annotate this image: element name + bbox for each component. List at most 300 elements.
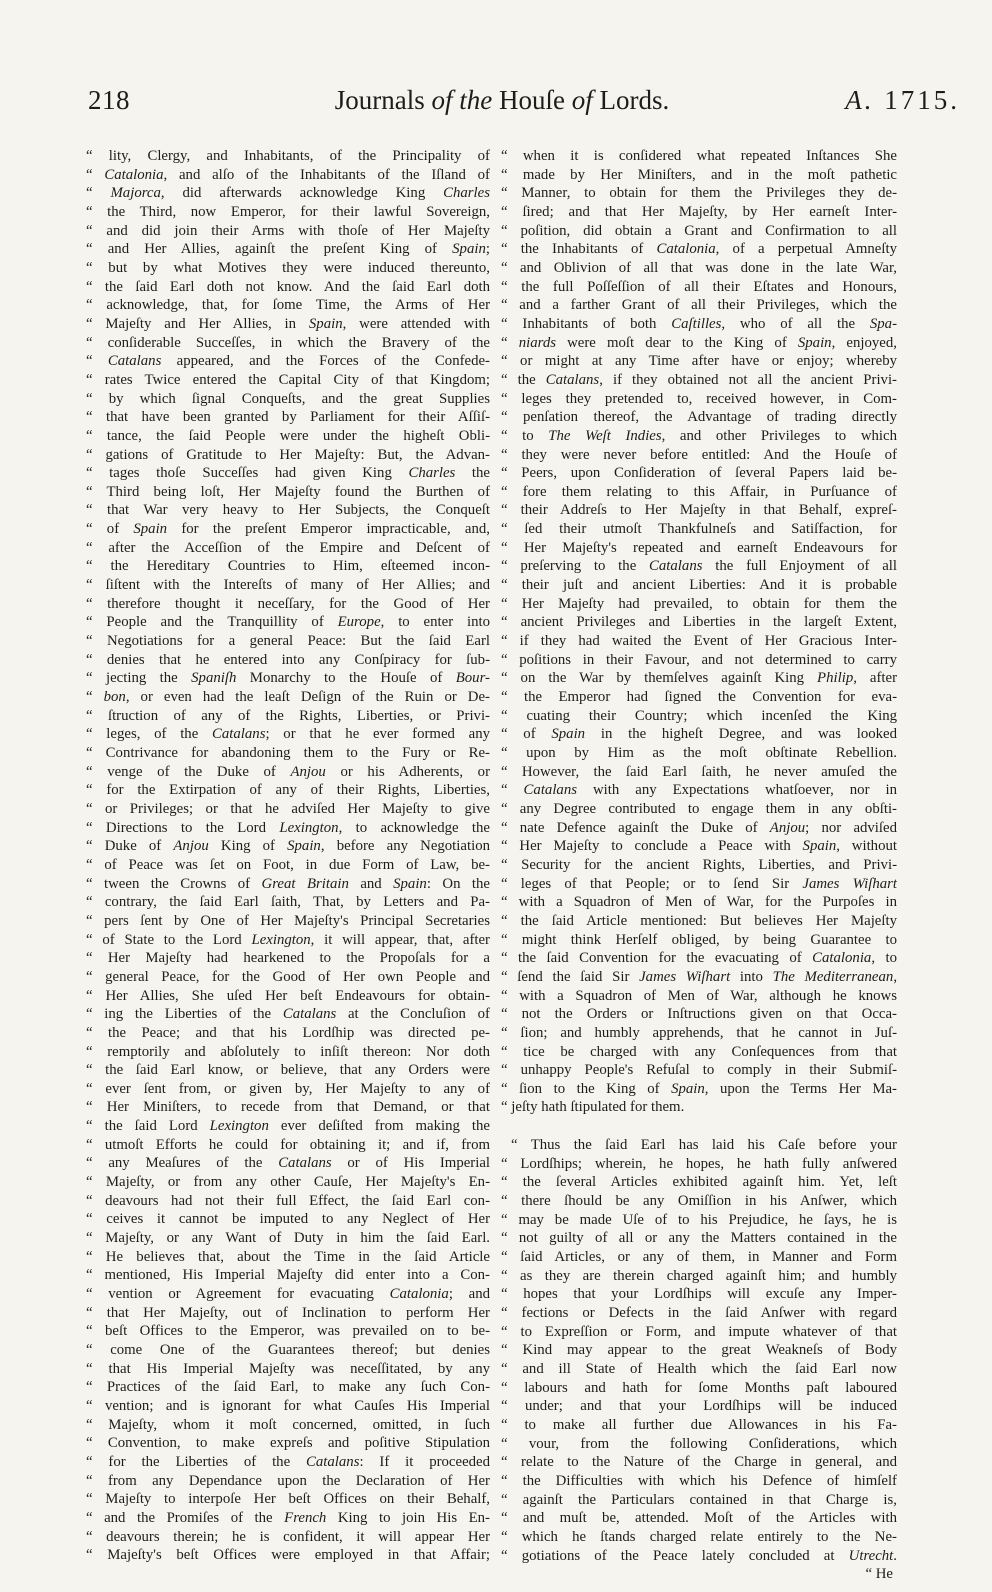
text-line <box>86 371 490 390</box>
text-line <box>86 1098 490 1117</box>
text-run: “ ceives it cannot be imputed to any Neglect of Her <box>86 1211 490 1228</box>
text-line <box>86 1248 490 1267</box>
text-line <box>86 203 490 222</box>
text-run: “ or might at any Time after have or enjoy; whereby <box>501 353 897 370</box>
text-line <box>501 1509 897 1528</box>
text-line <box>86 707 490 726</box>
text-line <box>86 296 490 315</box>
text-run: the full Enjoyment of all <box>702 558 897 575</box>
text-run: , and alſo of the Inhabitants of the Iſland of <box>163 166 490 183</box>
text-run: “ the Inhabitants of <box>501 241 657 258</box>
text-run: “ Convention, to make expreſs and poſitive Stipulation <box>86 1435 490 1452</box>
text-run: “ tages thoſe Succeſſes had given King <box>86 465 409 482</box>
text-run: “ pers ſent by One of Her Majeſty's Principal Secretaries <box>86 912 490 929</box>
text-run: “ but by what Motives they were induced thereunto, <box>86 259 490 276</box>
text-run: “ utmoſt Efforts he could for obtaining it; and if, from <box>86 1136 490 1153</box>
text-run: , without <box>836 838 897 855</box>
text-line <box>501 912 897 931</box>
text-line <box>86 147 490 166</box>
text-run: , before any Negotiation <box>320 838 490 855</box>
text-line <box>86 744 490 763</box>
text-run: “ However, the ſaid Earl ſaith, he never amuſed the <box>501 763 897 780</box>
text-line <box>501 576 897 595</box>
text-line <box>501 1267 897 1286</box>
text-run: “ Duke of <box>86 838 174 855</box>
text-line <box>501 968 897 987</box>
text-line <box>86 1453 490 1472</box>
text-run: , or even had the leaſt Deſign of the Ruin or De- <box>125 689 490 706</box>
italic-text: Spain <box>802 838 837 855</box>
text-line <box>501 1024 897 1043</box>
text-run: “ that His Imperial Majeſty was neceſſitated, by any <box>86 1360 490 1377</box>
text-run: “ contrary, the ſaid Earl ſaith, That, by Letters and Pa- <box>86 894 490 911</box>
text-line <box>501 1491 897 1510</box>
italic-text: Catalonia <box>656 241 716 258</box>
text-run: “ gotiations of the Peace lately concluded at <box>501 1547 849 1564</box>
text-run: “ hopes that your Lordſhips will excuſe any Imper- <box>501 1286 897 1303</box>
text-run: “ leges of that People; or to ſend Sir <box>501 875 803 892</box>
text-line <box>501 800 897 819</box>
paragraph <box>501 147 897 1117</box>
text-run: “ ſion; and humbly apprehends, that he cannot in Juſ- <box>501 1024 897 1041</box>
text-run: “ their Addreſs to Her Majeſty in that Behalf, expreſ- <box>501 502 897 519</box>
text-run: “ ever ſent from, or given by, Her Majeſty to any of <box>86 1080 490 1097</box>
text-line <box>86 166 490 185</box>
text-line <box>501 1360 897 1379</box>
text-run: “ come One of the Guarantees thereof; but denies <box>86 1342 490 1358</box>
italic-text: Catalans <box>649 558 703 575</box>
text-line <box>501 501 897 520</box>
text-run: “ Thus the ſaid Earl has laid his Caſe before your <box>511 1137 897 1154</box>
text-run: Lords. <box>592 85 670 115</box>
text-line <box>501 1547 897 1566</box>
text-line <box>86 800 490 819</box>
text-line <box>86 1285 490 1304</box>
text-run: “ <box>86 166 105 183</box>
text-line <box>501 1435 897 1454</box>
text-run: “ the Peace; and that his Lordſhip was directed pe- <box>86 1024 490 1041</box>
text-line <box>501 1229 897 1248</box>
italic-text: Catalonia <box>104 166 164 183</box>
italic-text: Lexington <box>279 819 339 836</box>
text-run: “ and muſt be, attended. Moſt of the Articles with <box>501 1510 897 1527</box>
text-run: , and other Privileges to which <box>661 427 897 444</box>
italic-text: Bour- <box>455 670 490 687</box>
italic-text: Spain <box>671 1080 705 1097</box>
text-run: “ Kind may appear to the great Weakneſs of Body <box>501 1342 897 1359</box>
text-line <box>86 408 490 427</box>
text-run: “ that Her Majeſty, out of Inclination to perform Her <box>86 1304 490 1321</box>
text-line <box>501 1098 897 1117</box>
text-run: “ with a Squadron of Men of War, for the Purpoſes in <box>501 894 897 911</box>
italic-text: Lexington <box>209 1118 269 1135</box>
text-run: “ and did join their Arms with thoſe of Her Majeſty <box>86 222 490 239</box>
catchword: “ He <box>865 1566 893 1583</box>
right-column-paragraphs <box>501 147 897 1565</box>
text-line <box>86 520 490 539</box>
text-line <box>86 632 490 651</box>
text-line <box>86 949 490 968</box>
text-run: “ <box>501 334 519 351</box>
text-run: “ relate to the Nature of the Charge in general, and <box>501 1454 897 1471</box>
text-run: , who of all the <box>721 315 870 332</box>
text-line <box>501 334 897 353</box>
text-run: or of His Imperial <box>331 1155 490 1172</box>
text-run: “ leges they pretended to, received however, in Com- <box>501 390 897 407</box>
text-run: “ beſt Offices to the Emperor, was prevailed on to be- <box>86 1323 490 1340</box>
text-line <box>501 1323 897 1342</box>
text-run: were moſt dear to the King of <box>555 334 798 351</box>
text-run: “ Practices of the ſaid Earl, to make any ſuch Con- <box>86 1379 490 1396</box>
text-line <box>86 259 490 278</box>
text-run: “ tice be charged with any Conſequences from that <box>501 1043 897 1060</box>
text-run: “ with a Squadron of Men of War, although he knows <box>501 987 897 1004</box>
text-run: “ labours and hath for ſome Months paſt laboured <box>501 1379 897 1396</box>
text-run: “ vention; and is ignorant for what Cauſes His Imperial <box>86 1397 490 1414</box>
text-run: “ under; and that your Lordſhips will be induced <box>501 1398 897 1415</box>
italic-text: of <box>571 85 593 115</box>
text-run: “ by which ſignal Conqueſts, and the great Supplies <box>86 390 490 407</box>
text-line <box>86 1043 490 1062</box>
text-line <box>501 520 897 539</box>
italic-text: James Wiſhart <box>639 968 731 985</box>
text-run: “ ſired; and that Her Majeſty, by Her earneſt Inter- <box>501 203 897 220</box>
text-line <box>501 1472 897 1491</box>
text-line <box>86 1080 490 1099</box>
text-run: King to join His En- <box>326 1509 490 1526</box>
text-line <box>501 427 897 446</box>
text-line <box>501 557 897 576</box>
text-line <box>501 483 897 502</box>
text-run: “ Contrivance for abandoning them to the Fury or Re- <box>86 745 490 761</box>
text-line <box>501 632 897 651</box>
text-line <box>86 763 490 782</box>
text-run: “ Majeſty to interpoſe Her beſt Offices on their Behalf, <box>86 1491 490 1508</box>
text-run: . <box>893 1547 897 1564</box>
text-run: “ Majeſty, whom it moſt concerned, omitted, in ſuch <box>86 1416 490 1433</box>
text-line <box>501 222 897 241</box>
text-run: “ He believes that, about the Time in the ſaid Article <box>86 1248 490 1265</box>
text-line <box>501 613 897 632</box>
italic-text: Catalonia <box>389 1286 449 1303</box>
italic-text: The Mediterranean <box>772 968 894 985</box>
text-line <box>86 1472 490 1491</box>
text-run: “ venge of the Duke of <box>86 763 291 780</box>
text-run: , enjoyed, <box>831 334 897 351</box>
text-run: “ remptorily and abſolutely to inſiſt thereon: Nor doth <box>86 1043 490 1060</box>
text-run: “ on the War by themſelves againſt King <box>501 670 818 687</box>
italic-text: Spain <box>551 726 586 743</box>
text-run: “ to make all further due Allowances in his Fa- <box>501 1416 897 1433</box>
text-run: “ and a farther Grant of all their Privileges, which the <box>501 297 897 314</box>
text-run: “ againſt the Particulars contained in that Charge is, <box>501 1491 897 1508</box>
italic-text: A. <box>845 85 875 115</box>
text-run: or his Adherents, or <box>325 763 490 780</box>
text-run: “ ancient Privileges and Liberties in the largeſt Extent, <box>501 614 897 631</box>
text-run: “ Majeſty, or from any other Cauſe, Her Majeſty's En- <box>86 1174 490 1191</box>
text-run: “ and the Promiſes of the <box>86 1509 285 1526</box>
text-run: “ rates Twice entered the Capital City of that Kingdom; <box>86 371 490 388</box>
paragraph <box>501 1136 897 1565</box>
text-line <box>86 669 490 688</box>
text-run: “ nate Defence againſt the Duke of <box>501 819 770 836</box>
text-line <box>501 819 897 838</box>
text-run: “ the Emperor had ſigned the Convention for eva- <box>501 689 897 706</box>
text-line <box>501 408 897 427</box>
text-run: into <box>730 968 773 985</box>
text-run: “ the Third, now Emperor, for their lawful Sovereign, <box>86 203 490 220</box>
text-run: “ for the Extirpation of any of their Rights, Liberties, <box>86 782 490 799</box>
text-run: “ denies that he entered into any Conſpiracy for ſub- <box>86 651 490 668</box>
text-line <box>501 725 897 744</box>
text-line <box>501 987 897 1006</box>
italic-text: The Weſt Indies <box>548 427 662 444</box>
text-line <box>86 483 490 502</box>
text-line <box>86 893 490 912</box>
text-line <box>501 1379 897 1398</box>
text-line <box>86 819 490 838</box>
text-run: “ penſation thereof, the Advantage of trading directly <box>501 409 897 426</box>
text-run: “ Her Majeſty's repeated and earneſt Endeavours for <box>501 539 897 556</box>
text-run: “ Directions to the Lord <box>86 819 280 836</box>
italic-text: Lexington <box>251 931 311 948</box>
text-run: King of <box>208 838 288 855</box>
italic-text: Catalans <box>278 1155 332 1172</box>
text-line <box>86 1416 490 1435</box>
text-line <box>86 1341 490 1360</box>
text-run: , to <box>871 950 897 967</box>
text-line <box>501 1043 897 1062</box>
text-line <box>86 1154 490 1173</box>
text-run: “ Majeſty and Her Allies, in <box>86 315 309 332</box>
text-run: Journals <box>334 85 432 115</box>
text-line <box>501 371 897 390</box>
text-run: , to enter into <box>380 614 490 631</box>
italic-text: Charles <box>443 185 490 202</box>
text-run: “ may be made Uſe of to his Prejudice, he ſays, he is <box>501 1211 897 1228</box>
text-line <box>86 595 490 614</box>
text-run: “ People and the Tranquillity of <box>86 614 338 631</box>
text-run: “ when it is conſidered what repeated Inſtances She <box>501 148 897 164</box>
text-run: , to acknowledge the <box>338 819 490 836</box>
text-line <box>501 1453 897 1472</box>
text-line <box>501 1248 897 1267</box>
text-run: , if they obtained not all the ancient Privi- <box>599 371 897 388</box>
text-run: “ that have been granted by Parliament for their Aſſiſ- <box>86 409 490 426</box>
text-run: 1715. <box>874 85 960 115</box>
text-line <box>86 987 490 1006</box>
text-line <box>501 1416 897 1435</box>
text-run: “ preſerving to the <box>501 558 650 575</box>
text-run: “ which he ſtands charged relate entirely to the Ne- <box>501 1528 897 1545</box>
italic-text: Spain <box>133 521 168 538</box>
text-line <box>86 240 490 259</box>
text-line <box>501 763 897 782</box>
italic-text: Spaniſh <box>191 670 237 687</box>
text-run: “ unhappy People's Refuſal to comply in their Submiſ- <box>501 1062 897 1079</box>
text-run: “ tween the Crowns of <box>86 875 262 892</box>
text-line <box>501 1341 897 1360</box>
text-line <box>86 1117 490 1136</box>
text-run: , it will appear, that, after <box>310 931 490 948</box>
italic-text: Catalans <box>545 371 600 388</box>
text-line <box>501 296 897 315</box>
text-line <box>501 949 897 968</box>
text-run: “ might think Herſelf obliged, by being Guarantee to <box>501 931 897 948</box>
text-run: Houſe <box>492 85 572 115</box>
text-line <box>86 651 490 670</box>
text-line <box>86 931 490 950</box>
text-run: “ Her Miniſters, to recede from that Demand, or that <box>86 1099 490 1116</box>
text-run: “ jecting the <box>86 670 192 687</box>
text-run: “ and Oblivion of all that was done in the late War, <box>501 259 897 276</box>
left-column <box>86 147 490 1565</box>
text-line <box>86 1378 490 1397</box>
italic-text: Catalans <box>212 726 266 743</box>
text-run: “ <box>501 782 524 799</box>
text-run: “ vour, from the following Conſiderations, which <box>501 1435 897 1452</box>
text-line <box>86 1173 490 1192</box>
text-run: “ there ſhould be any Omiſſion in his Anſwer, which <box>501 1193 897 1210</box>
text-line <box>501 688 897 707</box>
italic-text: James Wiſhart <box>802 875 897 892</box>
text-line <box>86 968 490 987</box>
text-run: “ general Peace, for the Good of Her own People and <box>86 968 490 985</box>
text-run: “ ſion to the King of <box>501 1080 672 1097</box>
text-line <box>501 166 897 185</box>
text-run: “ from any Dependance upon the Declaration of Her <box>86 1472 490 1489</box>
italic-text: Majorca <box>110 185 161 202</box>
text-line <box>86 557 490 576</box>
text-line <box>86 1024 490 1043</box>
text-line <box>501 446 897 465</box>
text-line <box>86 688 490 707</box>
text-line <box>501 1155 897 1174</box>
text-run: “ as they are therein charged againſt him; and humbly <box>501 1267 897 1284</box>
text-run: “ fore them relating to this Affair, in Purſuance of <box>501 483 897 500</box>
text-line <box>86 781 490 800</box>
text-line <box>86 1546 490 1565</box>
text-run: “ the Difficulties with which his Defence of himſelf <box>501 1472 897 1489</box>
text-run: “ and ill State of Health which the ſaid Earl now <box>501 1361 897 1377</box>
text-line <box>501 1192 897 1211</box>
text-run: “ Security for the ancient Rights, Liberties, and Privi- <box>501 856 897 873</box>
text-run: “ jeſty hath ſtipulated for them. <box>501 1099 685 1116</box>
text-run: , upon the Terms Her Ma- <box>704 1080 897 1097</box>
italic-text: of the <box>431 85 493 115</box>
text-run: the <box>455 465 490 482</box>
text-run: “ gations of Gratitude to Her Majeſty: But, the Advan- <box>86 446 490 463</box>
text-line <box>501 893 897 912</box>
text-line <box>86 352 490 371</box>
italic-text: Spain <box>452 241 486 258</box>
italic-text: Anjou <box>290 763 326 780</box>
page-number: 218 <box>88 85 130 115</box>
text-run: “ tance, the ſaid People were under the higheſt Obli- <box>86 427 490 444</box>
text-line <box>501 1304 897 1323</box>
text-line <box>86 576 490 595</box>
italic-text: Catalonia <box>812 950 872 967</box>
text-run: “ any Degree contributed to engage them in any obſti- <box>501 800 897 817</box>
text-run: “ ſed their utmoſt Thankfulneſs and Satiſfaction, for <box>501 521 897 538</box>
italic-text: French <box>284 1509 327 1526</box>
text-line <box>501 1061 897 1080</box>
text-run: “ Majeſty, or any Want of Duty in him the ſaid Earl. <box>86 1230 490 1247</box>
text-run: ever deſiſted from making the <box>268 1118 490 1135</box>
text-run: “ ſend the ſaid Sir <box>501 968 640 985</box>
text-run: “ conſiderable Succeſſes, in which the Bravery of the <box>86 334 490 351</box>
text-run: “ leges, of the <box>86 726 213 743</box>
text-run: “ the ſaid Article mentioned: But believes Her Majeſty <box>501 912 897 929</box>
text-run: “ therefore thought it neceſſary, for the Good of Her <box>86 595 490 612</box>
text-run: “ if they had waited the Event of Her Gracious Inter- <box>501 633 897 650</box>
italic-text: Spain <box>797 334 832 351</box>
text-line <box>86 184 490 203</box>
text-line <box>501 931 897 950</box>
text-line <box>501 707 897 726</box>
text-run: “ of <box>86 521 134 538</box>
text-line <box>86 278 490 297</box>
text-run: “ poſitions in their Favour, and not determined to carry <box>501 651 897 668</box>
text-run: “ lity, Clergy, and Inhabitants, of the Principality of <box>86 148 490 164</box>
text-run: ; or that he ever formed any <box>265 726 490 743</box>
text-run: and <box>348 875 394 892</box>
text-line <box>86 837 490 856</box>
text-run: appeared, and the Forces of the Confede- <box>161 353 490 370</box>
text-run: , did afterwards acknowledge King <box>160 185 444 202</box>
text-run: “ Her Allies, She uſed Her beſt Endeavours for obtain- <box>86 987 490 1004</box>
text-run: “ the <box>501 371 546 388</box>
text-line <box>501 1528 897 1547</box>
page-title <box>0 84 992 116</box>
text-line <box>501 837 897 856</box>
text-line <box>501 315 897 334</box>
text-run: “ Manner, to obtain for them the Privileges they de- <box>501 185 897 202</box>
text-line <box>501 147 897 166</box>
text-run: “ made by Her Miniſters, and in the moſt pathetic <box>501 166 897 183</box>
text-line <box>501 1080 897 1099</box>
text-run: Monarchy to the Houſe of <box>236 670 456 687</box>
text-run: “ deavours therein; he is confident, it will appear Her <box>86 1528 490 1545</box>
text-run: “ after the Acceſſion of the Empire and Deſcent of <box>86 539 490 556</box>
text-run: “ Majeſty's beſt Offices were employed in that Affair; <box>86 1547 490 1564</box>
italic-text: Catalans <box>107 353 162 370</box>
text-line <box>501 352 897 371</box>
right-column <box>501 147 897 1584</box>
text-run: “ cuating their Country; which incenſed the King <box>501 707 897 724</box>
text-run: “ <box>86 689 104 706</box>
text-run: “ any Meaſures of the <box>86 1155 279 1172</box>
text-line <box>501 259 897 278</box>
text-run: “ their juſt and ancient Liberties: And it is probable <box>501 577 897 594</box>
italic-text: Spa- <box>869 315 897 332</box>
text-run: “ the ſaid Earl know, or believe, that any Orders were <box>86 1062 490 1079</box>
text-line <box>86 1322 490 1341</box>
italic-text: Anjou <box>769 819 806 836</box>
text-run: : On the <box>426 875 490 892</box>
text-line <box>501 856 897 875</box>
text-run: “ of <box>501 726 552 743</box>
text-run: “ and Her Allies, againſt the preſent King of <box>86 241 453 258</box>
text-run: “ acknowledge, that, for ſome Time, the Arms of Her <box>86 297 490 314</box>
text-run: , of a perpetual Amneſty <box>715 241 897 258</box>
text-run: “ or Privileges; or that he adviſed Her Majeſty to give <box>86 800 490 817</box>
text-line <box>86 1136 490 1155</box>
text-line <box>501 390 897 409</box>
text-run: , after <box>853 670 897 687</box>
text-run: , <box>893 968 897 985</box>
text-line <box>501 1005 897 1024</box>
